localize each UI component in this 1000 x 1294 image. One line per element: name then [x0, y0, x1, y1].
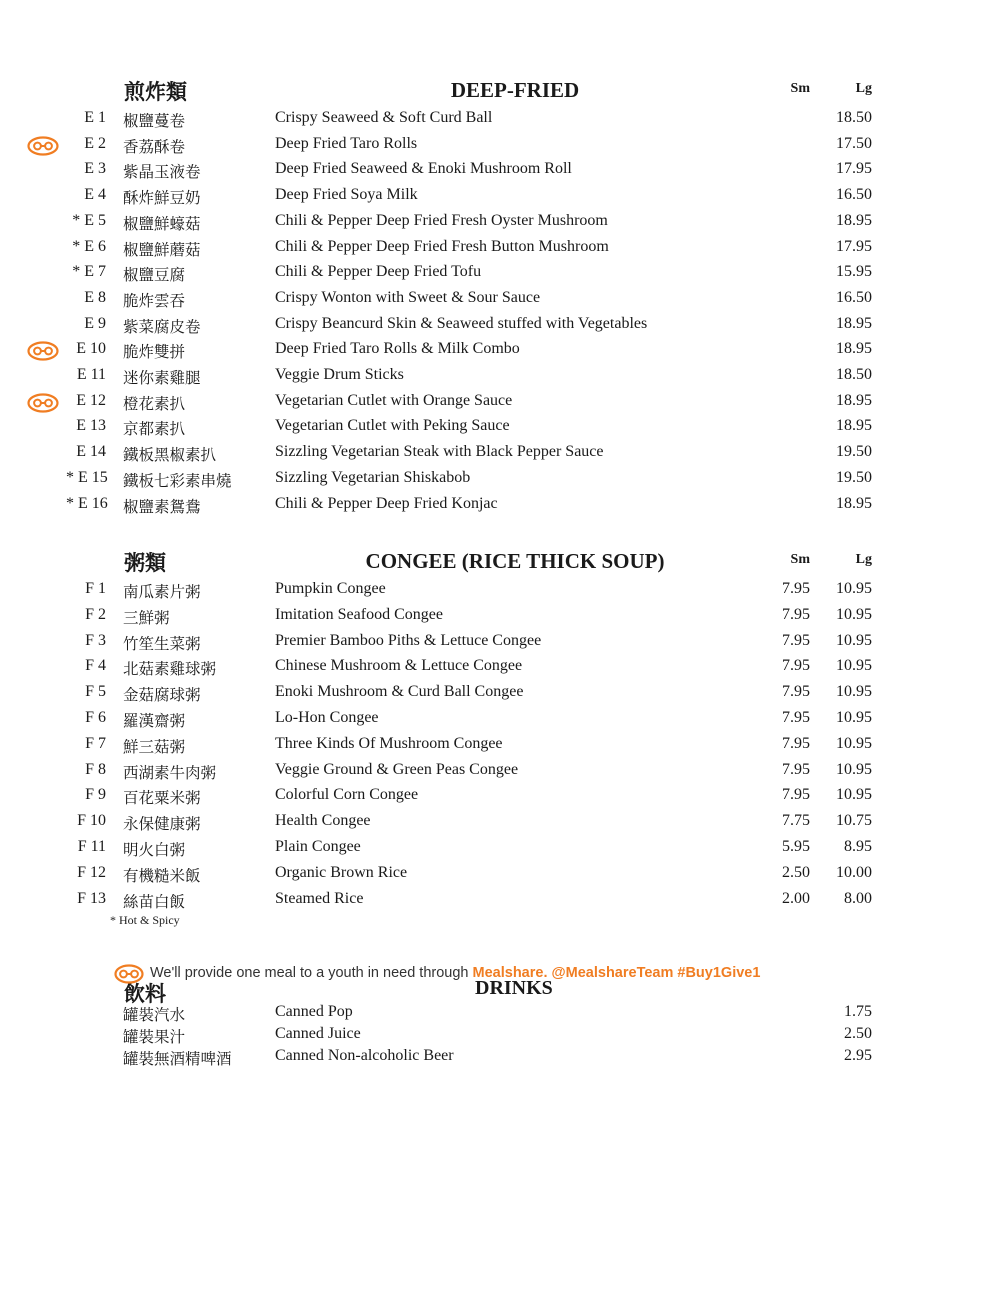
- menu-item-row: [0, 735, 1000, 759]
- item-code: * E 6: [72, 237, 106, 255]
- item-name-en: Veggie Ground & Green Peas Congee: [275, 760, 519, 778]
- item-name-zh: 香荔酥卷: [123, 137, 186, 156]
- item-name-zh: 椒鹽豆腐: [123, 266, 186, 285]
- item-name-zh: 南瓜素片粥: [123, 583, 201, 601]
- item-name-en: Three Kinds Of Mushroom Congee: [275, 734, 503, 752]
- item-name-zh: 鐵板七彩素串燒: [123, 471, 232, 490]
- item-price-lg: 10.95: [836, 631, 872, 649]
- item-name-zh: 迷你素雞腿: [123, 369, 201, 387]
- item-price-lg: 19.50: [836, 443, 872, 461]
- mealshare-logo-icon: [27, 341, 59, 361]
- item-name-en: Crispy Wonton with Sweet & Sour Sauce: [275, 288, 541, 306]
- item-price-lg: 17.95: [836, 160, 872, 178]
- item-price-lg: 15.95: [836, 263, 872, 281]
- item-code: F 8: [85, 760, 106, 778]
- drink-price: 1.75: [844, 1003, 872, 1020]
- mealshare-logo-icon: [27, 136, 59, 156]
- menu-item-row: [0, 315, 1000, 339]
- deep-fried-lg-header: Lg: [855, 81, 872, 96]
- menu-item-row: [0, 443, 1000, 467]
- item-code: E 11: [76, 366, 106, 383]
- drink-item-row: [0, 1003, 1000, 1027]
- item-code: F 3: [85, 631, 106, 649]
- congee-title-en: CONGEE (RICE THICK SOUP): [365, 549, 665, 573]
- menu-item-row: [0, 657, 1000, 681]
- drink-item-row: [0, 1025, 1000, 1049]
- menu-item-row: [0, 469, 1000, 493]
- item-price-lg: 10.95: [836, 605, 872, 623]
- drink-price: 2.50: [844, 1025, 872, 1042]
- menu-item-row: [0, 417, 1000, 441]
- item-code: E 1: [84, 109, 106, 126]
- menu-item-row: [0, 109, 1000, 133]
- item-price-sm: 7.95: [782, 760, 810, 778]
- item-code: * E 16: [66, 494, 108, 512]
- drink-item-row: [0, 1047, 1000, 1071]
- item-name-en: Imitation Seafood Congee: [275, 605, 443, 623]
- item-code: F 7: [85, 734, 106, 752]
- menu-item-row: [0, 580, 1000, 604]
- item-price-lg: 18.50: [836, 366, 872, 383]
- item-name-zh: 椒鹽蔓卷: [123, 112, 186, 130]
- item-price-lg: 18.95: [836, 211, 872, 229]
- item-price-sm: 7.95: [782, 709, 810, 726]
- menu-item-row: [0, 366, 1000, 390]
- item-code: E 9: [84, 314, 106, 332]
- item-code: E 12: [76, 391, 106, 409]
- item-name-zh: 酥炸鮮豆奶: [123, 189, 201, 208]
- item-price-lg: 10.95: [836, 734, 872, 752]
- menu-item-row: [0, 212, 1000, 236]
- hot-spicy-footnote: * Hot & Spicy: [110, 913, 180, 927]
- item-name-zh: 京都素扒: [123, 420, 186, 439]
- item-price-lg: 10.95: [836, 683, 872, 701]
- item-code: F 6: [85, 709, 106, 726]
- item-price-sm: 7.75: [782, 812, 810, 830]
- item-code: F 13: [77, 889, 106, 907]
- item-name-en: Chili & Pepper Deep Fried Fresh Button Mushroom: [275, 237, 609, 255]
- item-price-sm: 7.95: [782, 580, 810, 597]
- item-name-zh: 金菇腐球粥: [123, 686, 201, 705]
- item-price-sm: 7.95: [782, 786, 810, 804]
- drink-name-zh: 罐裝果汁: [123, 1028, 186, 1046]
- item-price-lg: 19.50: [836, 468, 872, 486]
- item-name-en: Steamed Rice: [275, 889, 364, 907]
- menu-item-row: [0, 135, 1000, 159]
- item-code: F 12: [77, 863, 106, 881]
- menu-item-row: [0, 160, 1000, 184]
- item-price-lg: 18.95: [836, 340, 872, 358]
- item-name-zh: 紫菜腐皮卷: [123, 317, 201, 336]
- item-name-zh: 明火白粥: [123, 841, 186, 859]
- item-name-zh: 鐵板黑椒素扒: [123, 446, 217, 465]
- item-code: E 13: [76, 417, 106, 435]
- menu-item-row: [0, 683, 1000, 707]
- item-name-en: Deep Fried Taro Rolls: [275, 134, 418, 152]
- item-name-zh: 脆炸雙拼: [123, 343, 186, 362]
- item-code: F 4: [85, 657, 106, 675]
- item-name-en: Organic Brown Rice: [275, 863, 408, 881]
- item-name-en: Sizzling Vegetarian Steak with Black Pepper Sauce: [275, 443, 604, 461]
- item-price-lg: 17.95: [836, 237, 872, 255]
- item-code: F 10: [77, 812, 106, 830]
- item-name-zh: 椒鹽鮮蘑菇: [123, 240, 201, 259]
- item-name-en: Sizzling Vegetarian Shiskabob: [275, 468, 471, 486]
- menu-item-row: [0, 761, 1000, 785]
- mealshare-logo-icon: [27, 393, 59, 413]
- menu-item-row: [0, 392, 1000, 416]
- item-price-lg: 10.95: [836, 786, 872, 804]
- mealshare-banner-highlight: Mealshare. @MealshareTeam #Buy1Give1: [472, 965, 761, 981]
- menu-item-row: [0, 632, 1000, 656]
- item-price-lg: 16.50: [836, 186, 872, 204]
- menu-item-row: [0, 786, 1000, 810]
- item-name-zh: 椒鹽素鴛鴦: [123, 497, 201, 516]
- item-name-en: Pumpkin Congee: [275, 580, 386, 597]
- item-price-lg: 18.50: [836, 109, 872, 126]
- deep-fried-title-en: DEEP-FRIED: [450, 78, 580, 102]
- item-price-lg: 18.95: [836, 494, 872, 512]
- item-price-lg: 10.00: [836, 863, 872, 881]
- item-name-en: Health Congee: [275, 812, 371, 830]
- congee-sm-header: Sm: [790, 552, 810, 567]
- item-price-lg: 10.95: [836, 709, 872, 726]
- item-price-sm: 7.95: [782, 605, 810, 623]
- item-name-en: Lo-Hon Congee: [275, 709, 379, 726]
- item-code: F 2: [85, 605, 106, 623]
- menu-item-row: [0, 238, 1000, 262]
- item-name-zh: 橙花素扒: [123, 394, 186, 413]
- menu-item-row: [0, 812, 1000, 836]
- congee-title-zh: 粥類: [124, 550, 166, 575]
- item-name-en: Deep Fried Seaweed & Enoki Mushroom Roll: [275, 160, 572, 178]
- item-code: E 2: [84, 134, 106, 152]
- item-name-en: Chili & Pepper Deep Fried Konjac: [275, 494, 498, 512]
- item-price-sm: 7.95: [782, 631, 810, 649]
- item-price-sm: 7.95: [782, 734, 810, 752]
- item-code: F 1: [85, 580, 106, 597]
- item-name-zh: 椒鹽鮮蠔菇: [123, 214, 201, 233]
- item-price-sm: 2.00: [782, 889, 810, 907]
- menu-item-row: [0, 263, 1000, 287]
- menu-item-row: [0, 186, 1000, 210]
- mealshare-banner-text: We'll provide one meal to a youth in need through: [150, 965, 473, 981]
- item-code: E 3: [84, 160, 106, 178]
- item-name-zh: 百花粟米粥: [123, 789, 201, 808]
- item-price-lg: 10.95: [836, 580, 872, 597]
- item-code: E 14: [76, 443, 106, 461]
- item-price-lg: 10.75: [836, 812, 872, 830]
- item-name-en: Plain Congee: [275, 838, 361, 855]
- item-name-en: Deep Fried Taro Rolls & Milk Combo: [275, 340, 520, 358]
- item-price-sm: 5.95: [782, 838, 810, 855]
- item-price-lg: 18.95: [836, 314, 872, 332]
- item-price-lg: 10.95: [836, 657, 872, 675]
- drinks-title-zh: 飲料: [124, 981, 166, 1006]
- drink-price: 2.95: [844, 1047, 872, 1064]
- drink-name-zh: 罐裝汽水: [123, 1006, 186, 1024]
- item-name-zh: 永保健康粥: [123, 815, 201, 834]
- deep-fried-sm-header: Sm: [790, 81, 810, 96]
- item-price-lg: 18.95: [836, 417, 872, 435]
- deep-fried-title-zh: 煎炸類: [124, 79, 187, 104]
- drinks-title-en: DRINKS: [475, 977, 553, 999]
- item-name-zh: 羅漢齋粥: [123, 712, 186, 730]
- item-code: E 8: [84, 288, 106, 306]
- item-price-sm: 7.95: [782, 683, 810, 701]
- item-price-lg: 18.95: [836, 391, 872, 409]
- congee-lg-header: Lg: [855, 552, 872, 567]
- item-name-zh: 西湖素牛肉粥: [123, 763, 217, 782]
- item-code: * E 15: [66, 468, 108, 486]
- drink-name-zh: 罐裝無酒精啤酒: [123, 1050, 232, 1068]
- item-name-en: Premier Bamboo Piths & Lettuce Congee: [275, 631, 542, 649]
- item-price-lg: 10.95: [836, 760, 872, 778]
- item-name-zh: 紫晶玉液卷: [123, 163, 201, 182]
- item-name-zh: 絲苗白飯: [123, 892, 186, 911]
- item-name-en: Colorful Corn Congee: [275, 786, 419, 804]
- item-name-en: Crispy Beancurd Skin & Seaweed stuffed with Vegetables: [275, 314, 648, 332]
- menu-item-row: [0, 340, 1000, 364]
- drink-name-en: Canned Non-alcoholic Beer: [275, 1047, 454, 1064]
- item-name-zh: 竹笙生菜粥: [123, 634, 201, 653]
- item-code: * E 5: [72, 211, 106, 229]
- item-price-lg: 8.00: [844, 889, 872, 907]
- item-code: E 10: [76, 340, 106, 358]
- item-code: F 11: [77, 838, 106, 855]
- mealshare-banner: [112, 962, 761, 986]
- item-name-en: Vegetarian Cutlet with Orange Sauce: [275, 391, 513, 409]
- item-name-zh: 北菇素雞球粥: [123, 660, 217, 679]
- menu-item-row: [0, 495, 1000, 519]
- item-name-en: Crispy Seaweed & Soft Curd Ball: [275, 109, 493, 126]
- item-code: E 4: [84, 186, 106, 204]
- item-name-en: Chili & Pepper Deep Fried Tofu: [275, 263, 482, 281]
- drink-name-en: Canned Pop: [275, 1003, 353, 1020]
- item-name-en: Vegetarian Cutlet with Peking Sauce: [275, 417, 510, 435]
- menu-item-row: [0, 890, 1000, 914]
- mealshare-logo-icon: [114, 964, 144, 984]
- item-price-lg: 16.50: [836, 288, 872, 306]
- item-name-zh: 脆炸雲吞: [123, 291, 186, 310]
- menu-item-row: [0, 838, 1000, 862]
- item-code: * E 7: [72, 263, 106, 281]
- item-name-zh: 三鮮粥: [123, 608, 170, 627]
- item-name-en: Deep Fried Soya Milk: [275, 186, 418, 204]
- item-name-en: Chili & Pepper Deep Fried Fresh Oyster Mushroom: [275, 211, 608, 229]
- menu-item-row: [0, 606, 1000, 630]
- item-name-zh: 鮮三菇粥: [123, 737, 186, 756]
- menu-item-row: [0, 289, 1000, 313]
- item-price-lg: 8.95: [844, 838, 872, 855]
- item-price-sm: 2.50: [782, 863, 810, 881]
- item-name-en: Enoki Mushroom & Curd Ball Congee: [275, 683, 524, 701]
- item-name-zh: 有機糙米飯: [123, 866, 201, 885]
- item-price-lg: 17.50: [836, 134, 872, 152]
- item-name-en: Chinese Mushroom & Lettuce Congee: [275, 657, 523, 675]
- menu-item-row: [0, 864, 1000, 888]
- item-name-en: Veggie Drum Sticks: [275, 366, 404, 383]
- item-code: F 9: [85, 786, 106, 804]
- item-price-sm: 7.95: [782, 657, 810, 675]
- drink-name-en: Canned Juice: [275, 1025, 361, 1042]
- item-code: F 5: [85, 683, 106, 701]
- menu-item-row: [0, 709, 1000, 733]
